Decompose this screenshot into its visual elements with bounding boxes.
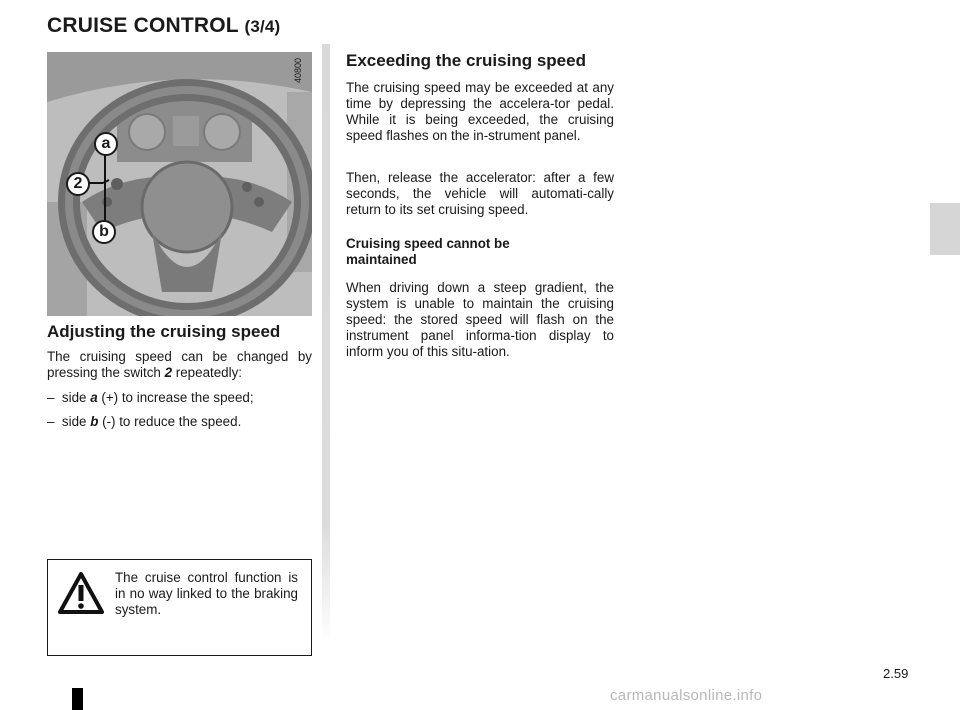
side-key-a: a: [90, 390, 98, 405]
callout-b: b: [92, 220, 116, 244]
column-divider: [322, 44, 330, 644]
chapter-tab: [930, 203, 960, 255]
warning-text: The cruise control function is in no way linked to the braking system.: [115, 570, 298, 617]
list-pre: side: [61, 390, 91, 405]
warning-triangle-icon: [58, 571, 104, 615]
watermark: carmanualsonline.info: [610, 687, 763, 704]
warning-box: [47, 559, 312, 656]
list-post: (+) to increase the speed;: [97, 390, 254, 405]
list-pre: side: [61, 414, 91, 429]
list-item-increase: [47, 390, 312, 406]
section-heading-exceeding: Exceeding the cruising speed: [346, 51, 586, 70]
intro-text: The cruising speed can be changed by pressing the switch: [47, 349, 312, 380]
page-number: 2.59: [883, 666, 909, 681]
list-dash: –: [47, 414, 55, 429]
exceeding-para-2: Then, release the accelerator: after a few seconds, the vehicle will automati-cally return to its set cruising speed.: [346, 170, 614, 217]
title-text: CRUISE CONTROL: [47, 14, 239, 37]
callout-2: 2: [66, 172, 90, 196]
callout-a: a: [94, 132, 118, 156]
gradient-para: When driving down a steep gradient, the system is unable to maintain the cruising speed: the stored speed will flash on the instrument panel informa-tion display to inform you of this situ-ation.: [346, 280, 614, 359]
figure-code: 40800: [293, 58, 303, 84]
switch-ref: 2: [164, 365, 173, 380]
side-key-b: b: [90, 414, 99, 429]
list-post: (-) to reduce the speed.: [98, 414, 242, 429]
corner-mark: [72, 688, 83, 710]
subheading-cannot-maintain: Cruising speed cannot be maintained: [346, 236, 510, 267]
section-heading-adjusting: Adjusting the cruising speed: [47, 322, 281, 341]
adjusting-intro: [47, 349, 312, 381]
intro-tail: repeatedly:: [172, 365, 243, 380]
list-dash: –: [47, 390, 55, 405]
list-item-reduce: [47, 414, 312, 430]
title-part: (3/4): [244, 17, 281, 36]
exceeding-para-1: The cruising speed may be exceeded at any time by depressing the accelera-tor pedal. While it is being exceeded, the cruising speed flashes on the in-strument panel.: [346, 80, 614, 143]
page-title: [47, 14, 280, 38]
